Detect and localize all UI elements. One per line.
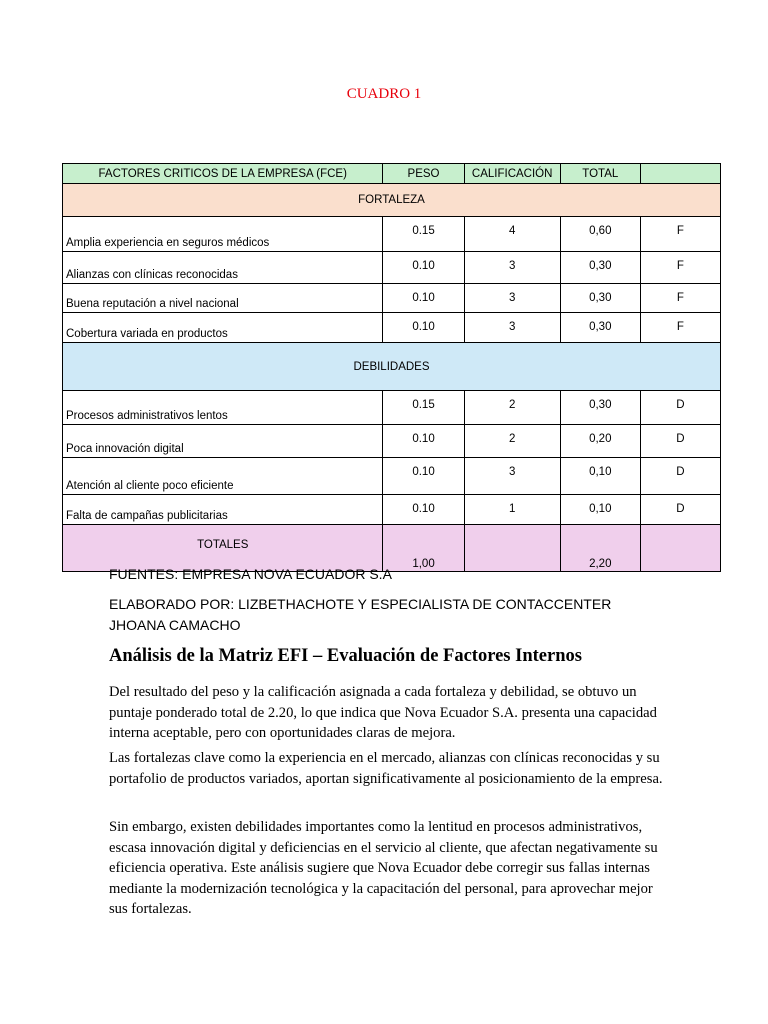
peso-cell: 0.10 bbox=[383, 425, 464, 458]
type-cell: D bbox=[640, 495, 720, 525]
peso-cell: 0.10 bbox=[383, 313, 464, 343]
table-row bbox=[63, 495, 721, 525]
total-cell: 0,10 bbox=[560, 495, 640, 525]
header-total: TOTAL bbox=[560, 164, 640, 184]
analysis-paragraph-1: Del resultado del peso y la calificación asignada a cada fortaleza y debilidad, se obtuvo un puntaje ponderado total de 2.20, lo que indica que Nova Ecuador S.A. presenta una capacidad interna aceptable, pero con oportunidades claras de mejora. bbox=[109, 684, 657, 741]
peso-cell: 0.10 bbox=[383, 252, 464, 284]
header-factors: FACTORES CRITICOS DE LA EMPRESA (FCE) bbox=[63, 164, 383, 184]
type-cell: F bbox=[640, 284, 720, 313]
type-cell: F bbox=[640, 217, 720, 252]
weaknesses-section-row bbox=[63, 343, 721, 391]
table-row bbox=[63, 391, 721, 425]
peso-cell: 0.15 bbox=[383, 217, 464, 252]
total-cell: 0,30 bbox=[560, 391, 640, 425]
table-row bbox=[63, 252, 721, 284]
table-row bbox=[63, 313, 721, 343]
author-note: ELABORADO POR: LIZBETHACHOTE Y ESPECIALISTA DE CONTACCENTER bbox=[109, 596, 612, 612]
calificacion-cell: 3 bbox=[464, 458, 560, 495]
strengths-label: FORTALEZA bbox=[63, 184, 721, 217]
calificacion-cell: 2 bbox=[464, 391, 560, 425]
weaknesses-label: DEBILIDADES bbox=[63, 343, 721, 391]
strengths-section-row bbox=[63, 184, 721, 217]
table-row bbox=[63, 458, 721, 495]
factor-cell: Procesos administrativos lentos bbox=[63, 391, 383, 425]
calificacion-cell: 3 bbox=[464, 313, 560, 343]
peso-cell: 0.10 bbox=[383, 458, 464, 495]
totals-peso: 1,00 bbox=[383, 525, 464, 572]
totals-total: 2,20 bbox=[560, 525, 640, 572]
totals-calificacion bbox=[464, 525, 560, 572]
table-row bbox=[63, 284, 721, 313]
peso-cell: 0.10 bbox=[383, 495, 464, 525]
total-cell: 0,30 bbox=[560, 313, 640, 343]
total-cell: 0,30 bbox=[560, 284, 640, 313]
author-name: JHOANA CAMACHO bbox=[109, 617, 241, 633]
factor-cell: Cobertura variada en productos bbox=[63, 313, 383, 343]
calificacion-cell: 2 bbox=[464, 425, 560, 458]
factor-cell: Amplia experiencia en seguros médicos bbox=[63, 217, 383, 252]
factor-cell: Falta de campañas publicitarias bbox=[63, 495, 383, 525]
table-caption: CUADRO 1 bbox=[346, 86, 422, 102]
analysis-paragraph-3: Sin embargo, existen debilidades importantes como la lentitud en procesos administrativos, escasa innovación digital y deficiencias en el servicio al cliente, que afectan negativamente su eficiencia operativa. Este análisis sugiere que Nova Ecuador debe corregir sus fallas internas mediante la modernización tecnológica y la capacitación del personal, para aprovechar mejor sus fortalezas. bbox=[109, 819, 658, 917]
type-cell: D bbox=[640, 391, 720, 425]
peso-cell: 0.10 bbox=[383, 284, 464, 313]
totals-row bbox=[63, 525, 721, 572]
table-row bbox=[63, 217, 721, 252]
totals-type bbox=[640, 525, 720, 572]
table-header-row bbox=[63, 164, 721, 184]
type-cell: F bbox=[640, 252, 720, 284]
calificacion-cell: 1 bbox=[464, 495, 560, 525]
total-cell: 0,60 bbox=[560, 217, 640, 252]
factor-cell: Atención al cliente poco eficiente bbox=[63, 458, 383, 495]
type-cell: D bbox=[640, 458, 720, 495]
factor-cell: Poca innovación digital bbox=[63, 425, 383, 458]
type-cell: D bbox=[640, 425, 720, 458]
source-note: FUENTES: EMPRESA NOVA ECUADOR S.A bbox=[109, 566, 392, 582]
efi-matrix-table bbox=[62, 163, 721, 572]
calificacion-cell: 4 bbox=[464, 217, 560, 252]
calificacion-cell: 3 bbox=[464, 284, 560, 313]
factor-cell: Alianzas con clínicas reconocidas bbox=[63, 252, 383, 284]
total-cell: 0,10 bbox=[560, 458, 640, 495]
analysis-paragraph-2: Las fortalezas clave como la experiencia en el mercado, alianzas con clínicas reconocidas y su portafolio de productos variados, aportan significativamente al posicionamiento de la empresa. bbox=[109, 750, 663, 787]
analysis-heading: Análisis de la Matriz EFI – Evaluación de Factores Internos bbox=[109, 646, 582, 666]
header-type bbox=[640, 164, 720, 184]
header-peso: PESO bbox=[383, 164, 464, 184]
total-cell: 0,30 bbox=[560, 252, 640, 284]
factor-cell: Buena reputación a nivel nacional bbox=[63, 284, 383, 313]
totals-label: TOTALES bbox=[63, 525, 383, 572]
type-cell: F bbox=[640, 313, 720, 343]
calificacion-cell: 3 bbox=[464, 252, 560, 284]
total-cell: 0,20 bbox=[560, 425, 640, 458]
header-calificacion: CALIFICACIÓN bbox=[464, 164, 560, 184]
table-row bbox=[63, 425, 721, 458]
peso-cell: 0.15 bbox=[383, 391, 464, 425]
